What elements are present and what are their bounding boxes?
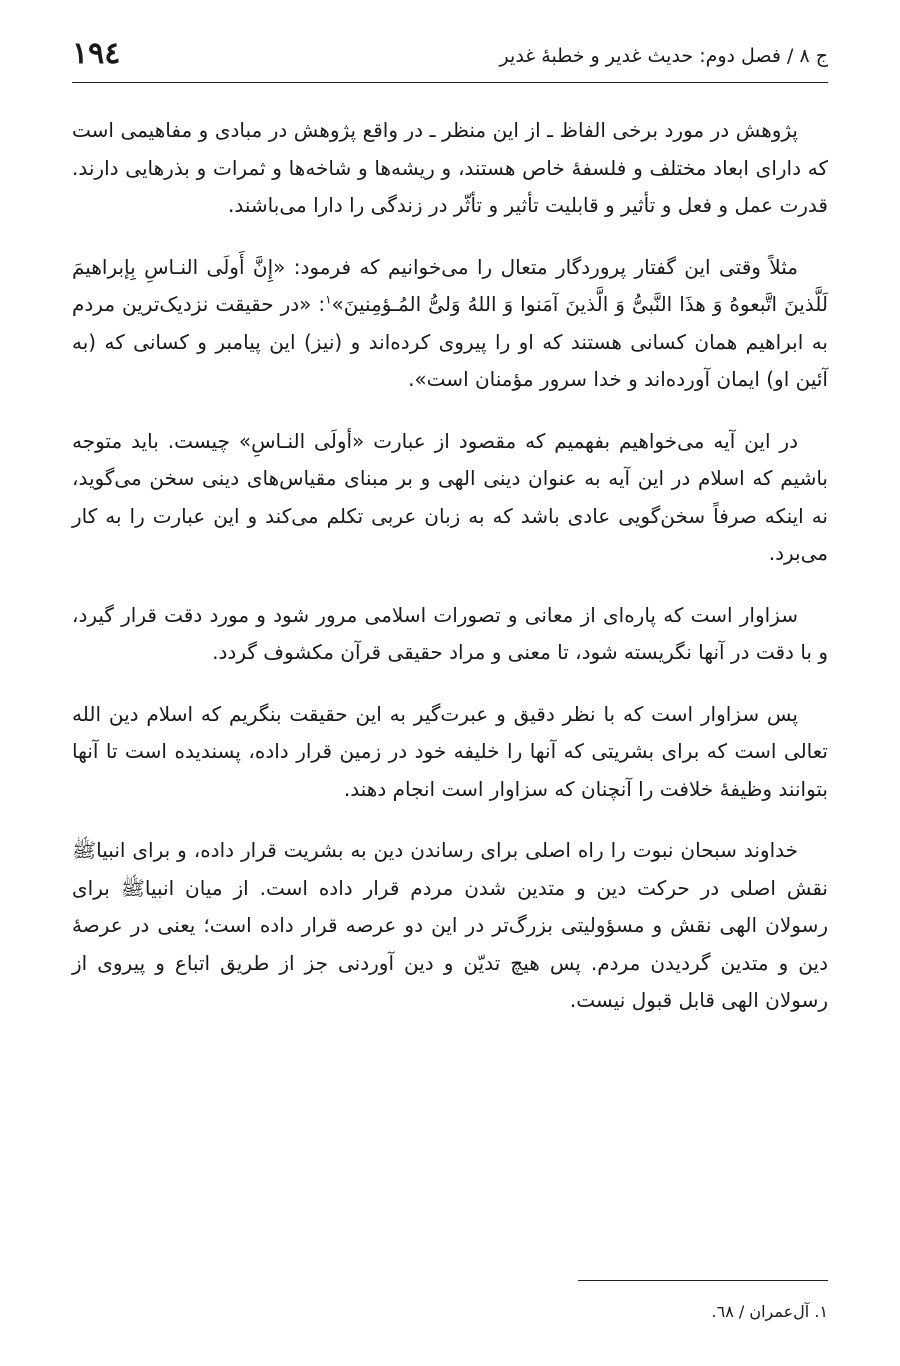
footnote-divider <box>578 1280 828 1281</box>
main-text <box>72 112 828 1044</box>
quote-translation: : «در حقیقت نزدیک‌ترین مردم به ابراهیم همان کسانی هستند که او را پیروی کرده‌اند و (نیز) این پیامبر و کسانی که (به آئین او) ایمان آورده‌اند و خدا سرور مؤمنان است». <box>72 292 828 391</box>
running-title: ج ٨ / فصل دوم: حدیث غدیر و خطبهٔ غدیر <box>499 45 828 67</box>
paragraph: در این آیه می‌خواهیم بفهمیم که مقصود از عبارت «أولَی النـاسِ» چیست. باید متوجه باشیم که اسلام در این آیه به عنوان دینی الهی و بر مبنای مقیاس‌های دینی سخن می‌گوید، نه اینکه صرفاً سخن‌گویی عادی باشد که به زبان عربی تکلم می‌کند و این عبارت را به کار می‌برد. <box>72 428 828 565</box>
paragraph: پس سزاوار است که با نظر دقیق و عبرت‌گیر به این حقیقت بنگریم که اسلام دین الله تعالی است که برای بشریتی که آنها را خلیفه خود در زمین قرار داده، پسندیده است تا آنها بتوانند وظیفهٔ خلافت را آنچنان که سزاوار است انجام دهند. <box>72 701 828 801</box>
paragraph: خداوند سبحان نبوت را راه اصلی برای رساندن دین به بشریت قرار داده، و برای انبیاﷺ نقش اصلی در حرکت دین و متدین شدن مردم قرار داده است. از میان انبیاﷺ برای رسولان الهی نقش و مسؤولیتی بزرگ‌تر در این دو عرصه قرار داده است؛ یعنی در عرصهٔ دین و متدین گردیدن مردم. پس هیچ تدیّن و دین آوردنی جز از طریق اتباع و پیروی از رسولان الهی قابل قبول نیست. <box>72 838 828 1012</box>
paragraph-quran-quote <box>72 249 828 399</box>
book-page <box>72 0 828 1366</box>
footnote: ١. آل‌عمران / ٦٨. <box>711 1302 828 1321</box>
quote-text: مثلاً وقتی این گفتار پروردگار متعال را می‌خوانیم که فرمود: «إِنَّ أَولَی النـاسِ بِإبراهیمَ لَلَّذینَ اتَّبعوهُ وَ هذَا النَّبیُّ وَ الَّذینَ آمَنوا وَ اللهُ وَلیُّ المُـؤمِنینَ» <box>72 254 828 316</box>
paragraph: سزاوار است که پاره‌ای از معانی و تصورات اسلامی مرور شود و مورد دقت قرار گیرد، و با دقت در آنها نگریسته شود، تا معنی و مراد حقیقی قرآن مکشوف گردد. <box>72 602 828 664</box>
page-number: ١٩٤ <box>72 36 121 71</box>
paragraph: پژوهش در مورد برخی الفاظ ـ از این منظر ـ در واقع پژوهش در مبادی و مفاهیمی است که دارای ابعاد مختلف و فلسفهٔ خاص هستند، و ریشه‌ها و شاخه‌ها و ثمرات و بذرهایی دارند. قدرت عمل و فعل و تأثیر و قابلیت تأثیر و تأثّر در زندگی را دارا می‌باشند. <box>72 118 828 217</box>
footnote-reference[interactable]: ١ <box>325 292 332 307</box>
running-header <box>72 30 828 83</box>
